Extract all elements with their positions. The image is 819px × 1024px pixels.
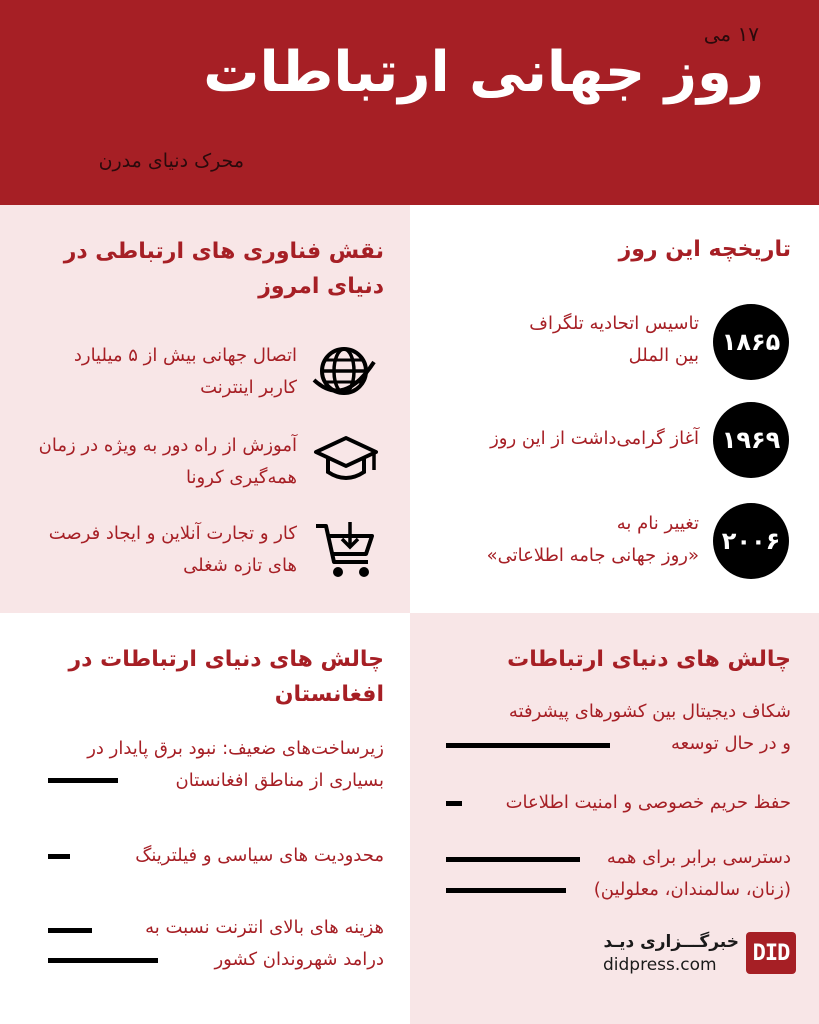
date-label: ۱۷ می: [703, 22, 759, 46]
graduation-cap-icon: [312, 432, 380, 488]
header-banner: [0, 0, 819, 205]
role-item-line: همه‌گیری کرونا: [186, 466, 297, 488]
divider-line: [446, 888, 566, 893]
brand-name: خبرگـــزاری دیـد: [603, 932, 739, 952]
afghanistan-challenge-line: درامد شهروندان کشور: [214, 948, 384, 970]
history-item-line: تغییر نام به: [616, 513, 699, 534]
role-heading-line: نقش فناوری های ارتباطی در: [63, 239, 384, 264]
history-item: [409, 423, 699, 455]
world-challenge-line: شکاف دیجیتال بین کشورهای پیشرفته: [508, 701, 791, 722]
page-title: روز جهانی ارتباطات: [203, 40, 764, 105]
page-subtitle: محرک دنیای مدرن: [98, 150, 244, 172]
year-badge: ۱۸۶۵: [713, 304, 789, 380]
afghanistan-challenge-item: [12, 912, 384, 975]
world-challenge-line: و در حال توسعه: [671, 732, 791, 754]
role-item: [7, 430, 297, 493]
divider-line: [48, 958, 158, 963]
divider-line: [48, 854, 70, 859]
role-item-line: آموزش از راه دور به ویژه در زمان: [38, 435, 297, 456]
world-challenge-item: [421, 787, 791, 819]
history-item-line: «روز جهانی جامه اطلاعاتی»: [486, 544, 699, 566]
world-challenge-item: [421, 842, 791, 905]
afghanistan-challenges-heading: [14, 642, 384, 712]
divider-line: [48, 778, 118, 783]
world-challenge-line: حفظ حریم خصوصی و امنیت اطلاعات: [505, 792, 791, 813]
year-badge: ۲۰۰۶: [713, 503, 789, 579]
brand-logo: DID: [746, 932, 796, 974]
history-item: [409, 508, 699, 571]
role-item: [17, 340, 297, 403]
afghanistan-heading-line: افغانستان: [274, 682, 384, 708]
afghanistan-challenge-line: هزینه های بالای انترنت نسبت به: [145, 917, 384, 938]
globe-icon: [310, 340, 378, 402]
history-item-line: آغاز گرامی‌داشت از این روز: [490, 428, 699, 449]
role-heading-line: دنیای امروز: [258, 274, 384, 300]
history-heading: تاریخچه این روز: [618, 237, 791, 262]
role-item-line: کاربر اینترنت: [200, 376, 297, 398]
afghanistan-heading-line: چالش های دنیای ارتباطات در: [68, 647, 384, 672]
year-badge: ۱۹۶۹: [713, 402, 789, 478]
world-challenge-line: (زنان، سالمندان، معلولین): [593, 878, 791, 900]
divider-line: [446, 801, 462, 806]
history-item: [429, 308, 699, 371]
role-heading: [14, 234, 384, 304]
role-item: [7, 518, 297, 581]
role-item-line: اتصال جهانی بیش از ۵ میلیارد: [73, 345, 297, 366]
brand-url: didpress.com: [603, 955, 717, 975]
divider-line: [48, 928, 92, 933]
divider-line: [446, 857, 580, 862]
history-item-line: بین الملل: [628, 344, 699, 366]
afghanistan-challenge-line: بسیاری از مناطق افغانستان: [175, 769, 384, 791]
afghanistan-challenge-line: زیرساخت‌های ضعیف: نبود برق پایدار در: [87, 738, 384, 759]
shopping-cart-icon: [312, 518, 380, 582]
afghanistan-challenge-line: محدودیت های سیاسی و فیلترینگ: [135, 845, 384, 866]
world-challenge-item: [421, 696, 791, 759]
role-item-line: کار و تجارت آنلاین و ایجاد فرصت: [48, 523, 297, 544]
history-item-line: تاسیس اتحادیه تلگراف: [529, 313, 699, 334]
world-challenges-heading: چالش های دنیای ارتباطات: [507, 647, 791, 672]
world-challenge-line: دسترسی برابر برای همه: [606, 847, 791, 868]
divider-line: [446, 743, 610, 748]
afghanistan-challenge-item: [12, 733, 384, 796]
role-item-line: های تازه شغلی: [183, 554, 297, 576]
